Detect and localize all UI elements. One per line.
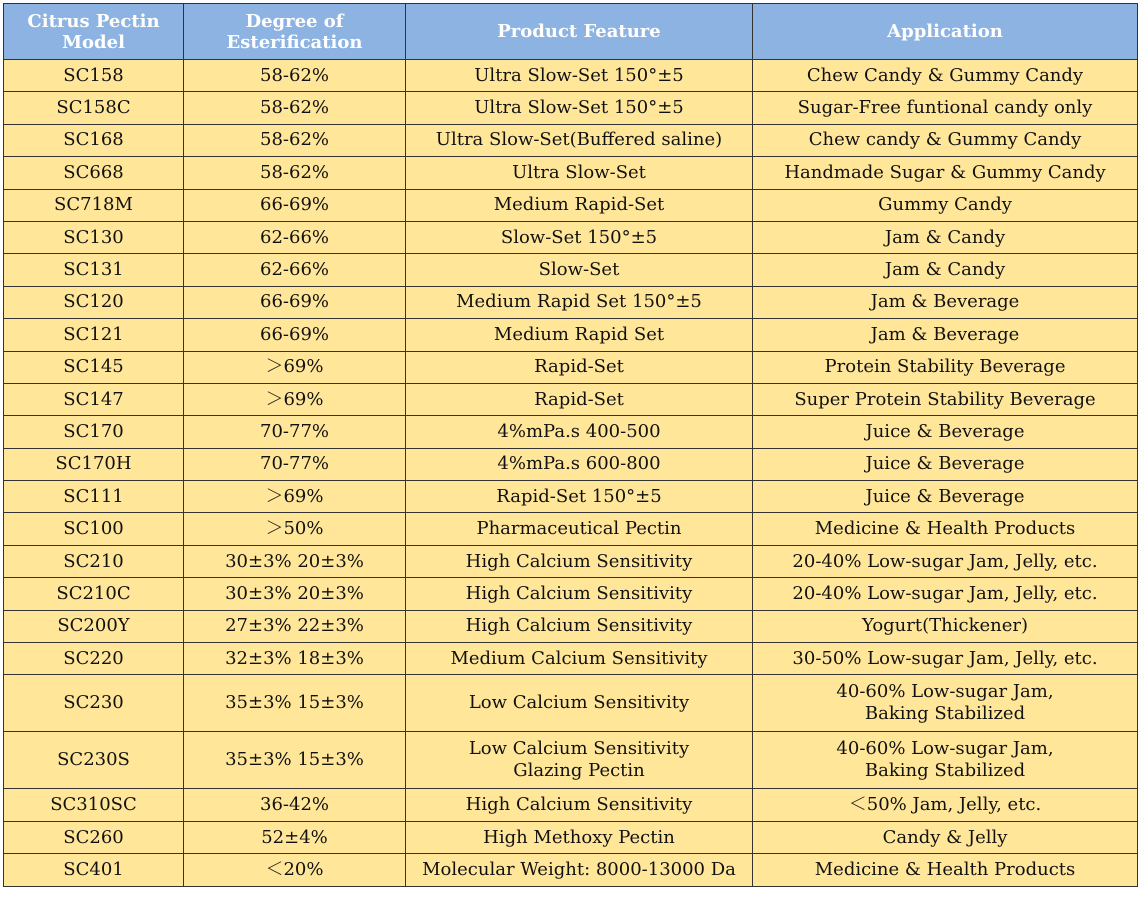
header-degree-line-2: Esterification	[226, 31, 363, 53]
application-cell	[753, 610, 1138, 642]
application-cell-line: 30-50% Low-sugar Jam, Jelly, etc.	[792, 647, 1098, 669]
feature-cell	[406, 92, 753, 124]
feature-cell-line: Rapid-Set	[534, 356, 624, 378]
table-row	[4, 416, 1138, 448]
feature-cell-line: 4%mPa.s 400-500	[497, 420, 661, 442]
application-cell	[753, 545, 1138, 577]
feature-cell	[406, 481, 753, 513]
feature-cell	[406, 821, 753, 853]
table-row	[4, 254, 1138, 286]
feature-cell	[406, 610, 753, 642]
application-cell	[753, 732, 1138, 789]
application-cell	[753, 416, 1138, 448]
feature-cell-line: Medium Calcium Sensitivity	[450, 647, 708, 669]
degree-cell: 36-42%	[184, 789, 406, 821]
feature-cell	[406, 221, 753, 253]
feature-cell-line: High Calcium Sensitivity	[465, 615, 693, 637]
application-cell-line: 40-60% Low-sugar Jam,	[836, 738, 1054, 760]
degree-cell: 35±3% 15±3%	[184, 675, 406, 732]
degree-cell: ＜20%	[184, 854, 406, 886]
table-row	[4, 854, 1138, 886]
model-cell: SC147	[4, 383, 184, 415]
pectin-spec-table	[3, 3, 1138, 887]
application-cell-line: Jam & Candy	[884, 259, 1006, 281]
application-cell	[753, 481, 1138, 513]
application-cell-line: Jam & Beverage	[870, 291, 1020, 313]
degree-cell: 62-66%	[184, 254, 406, 286]
model-cell: SC121	[4, 319, 184, 351]
table-row	[4, 157, 1138, 189]
header-row	[4, 4, 1138, 60]
table-row	[4, 481, 1138, 513]
application-cell-line: Baking Stabilized	[864, 703, 1026, 725]
table-row	[4, 124, 1138, 156]
degree-cell: 35±3% 15±3%	[184, 732, 406, 789]
model-cell: SC170H	[4, 448, 184, 480]
feature-cell-line: High Calcium Sensitivity	[465, 550, 693, 572]
degree-cell: 58-62%	[184, 157, 406, 189]
feature-cell	[406, 854, 753, 886]
feature-cell-line: High Calcium Sensitivity	[465, 582, 693, 604]
header-model-line-1: Citrus Pectin	[27, 10, 160, 32]
header-degree-line-1: Degree of	[245, 10, 344, 32]
application-cell	[753, 675, 1138, 732]
application-cell	[753, 221, 1138, 253]
model-cell: SC310SC	[4, 789, 184, 821]
table-row	[4, 545, 1138, 577]
feature-cell-line: High Calcium Sensitivity	[465, 794, 693, 816]
application-cell	[753, 789, 1138, 821]
application-cell	[753, 854, 1138, 886]
feature-cell	[406, 675, 753, 732]
feature-cell	[406, 319, 753, 351]
feature-cell	[406, 643, 753, 675]
feature-cell-line: Ultra Slow-Set(Buffered saline)	[435, 129, 723, 151]
degree-cell: 58-62%	[184, 92, 406, 124]
feature-cell-line: Medium Rapid Set	[493, 323, 665, 345]
feature-cell	[406, 254, 753, 286]
model-cell: SC131	[4, 254, 184, 286]
application-cell	[753, 643, 1138, 675]
application-cell	[753, 60, 1138, 92]
model-cell: SC120	[4, 286, 184, 318]
feature-cell	[406, 578, 753, 610]
feature-cell	[406, 189, 753, 221]
table-row	[4, 513, 1138, 545]
table-row	[4, 578, 1138, 610]
application-cell-line: ＜50% Jam, Jelly, etc.	[848, 794, 1042, 816]
feature-cell	[406, 513, 753, 545]
application-cell-line: Sugar-Free funtional candy only	[797, 97, 1093, 119]
feature-cell	[406, 383, 753, 415]
header-model-line-2: Model	[62, 31, 125, 53]
feature-cell	[406, 351, 753, 383]
feature-cell	[406, 416, 753, 448]
model-cell: SC260	[4, 821, 184, 853]
application-cell	[753, 92, 1138, 124]
feature-cell-line: Ultra Slow-Set 150°±5	[474, 64, 684, 86]
application-cell-line: Juice & Beverage	[865, 420, 1025, 442]
degree-cell: 70-77%	[184, 448, 406, 480]
application-cell-line: Juice & Beverage	[865, 485, 1025, 507]
model-cell: SC158C	[4, 92, 184, 124]
feature-cell-line: Low Calcium Sensitivity	[468, 738, 690, 760]
feature-cell-line: Rapid-Set 150°±5	[496, 485, 662, 507]
model-cell: SC230	[4, 675, 184, 732]
application-cell-line: Yogurt(Thickener)	[862, 615, 1028, 637]
feature-cell-line: Molecular Weight: 8000-13000 Da	[422, 858, 736, 880]
model-cell: SC111	[4, 481, 184, 513]
model-cell: SC401	[4, 854, 184, 886]
feature-cell-line: High Methoxy Pectin	[483, 826, 675, 848]
model-cell: SC145	[4, 351, 184, 383]
feature-cell-line: Pharmaceutical Pectin	[476, 518, 682, 540]
table-row	[4, 319, 1138, 351]
application-cell-line: Candy & Jelly	[882, 826, 1008, 848]
degree-cell: 30±3% 20±3%	[184, 578, 406, 610]
table-row	[4, 789, 1138, 821]
model-cell: SC100	[4, 513, 184, 545]
feature-cell	[406, 789, 753, 821]
degree-cell: 32±3% 18±3%	[184, 643, 406, 675]
application-cell-line: Super Protein Stability Beverage	[794, 388, 1096, 410]
application-cell-line: Baking Stabilized	[864, 760, 1026, 782]
feature-cell-line: 4%mPa.s 600-800	[497, 453, 661, 475]
header-feature: Product Feature	[406, 4, 753, 60]
feature-cell-line: Ultra Slow-Set	[512, 161, 646, 183]
feature-cell	[406, 286, 753, 318]
table-row	[4, 351, 1138, 383]
application-cell-line: Jam & Beverage	[870, 323, 1020, 345]
degree-cell: 30±3% 20±3%	[184, 545, 406, 577]
feature-cell	[406, 732, 753, 789]
model-cell: SC210	[4, 545, 184, 577]
feature-cell	[406, 545, 753, 577]
table-body	[4, 60, 1138, 887]
application-cell	[753, 578, 1138, 610]
feature-cell-line: Glazing Pectin	[513, 760, 645, 782]
table-row	[4, 60, 1138, 92]
application-cell-line: 40-60% Low-sugar Jam,	[836, 681, 1054, 703]
degree-cell: ＞69%	[184, 383, 406, 415]
application-cell-line: Medicine & Health Products	[814, 518, 1076, 540]
application-cell	[753, 821, 1138, 853]
application-cell	[753, 448, 1138, 480]
application-cell	[753, 254, 1138, 286]
degree-cell: 27±3% 22±3%	[184, 610, 406, 642]
application-cell	[753, 351, 1138, 383]
application-cell	[753, 383, 1138, 415]
degree-cell: ＞50%	[184, 513, 406, 545]
model-cell: SC718M	[4, 189, 184, 221]
application-cell-line: Chew candy & Gummy Candy	[808, 129, 1082, 151]
degree-cell: ＞69%	[184, 481, 406, 513]
table-row	[4, 383, 1138, 415]
model-cell: SC210C	[4, 578, 184, 610]
degree-cell: 66-69%	[184, 286, 406, 318]
model-cell: SC230S	[4, 732, 184, 789]
application-cell	[753, 513, 1138, 545]
table-row	[4, 675, 1138, 732]
table-row	[4, 643, 1138, 675]
table-row	[4, 610, 1138, 642]
table-row	[4, 821, 1138, 853]
application-cell	[753, 157, 1138, 189]
table-row	[4, 189, 1138, 221]
feature-cell-line: Medium Rapid-Set	[493, 194, 665, 216]
feature-cell	[406, 124, 753, 156]
feature-cell-line: Medium Rapid Set 150°±5	[456, 291, 702, 313]
feature-cell-line: Rapid-Set	[534, 388, 624, 410]
degree-cell: 58-62%	[184, 60, 406, 92]
degree-cell: ＞69%	[184, 351, 406, 383]
feature-cell-line: Slow-Set 150°±5	[500, 226, 658, 248]
feature-cell	[406, 60, 753, 92]
model-cell: SC200Y	[4, 610, 184, 642]
application-cell-line: Gummy Candy	[878, 194, 1012, 216]
table-row	[4, 221, 1138, 253]
model-cell: SC220	[4, 643, 184, 675]
application-cell	[753, 286, 1138, 318]
application-cell-line: Juice & Beverage	[865, 453, 1025, 475]
application-cell	[753, 124, 1138, 156]
header-application: Application	[753, 4, 1138, 60]
model-cell: SC668	[4, 157, 184, 189]
table-row	[4, 286, 1138, 318]
degree-cell: 52±4%	[184, 821, 406, 853]
header-model	[4, 4, 184, 60]
application-cell-line: Handmade Sugar & Gummy Candy	[784, 161, 1106, 183]
feature-cell	[406, 157, 753, 189]
model-cell: SC168	[4, 124, 184, 156]
model-cell: SC170	[4, 416, 184, 448]
model-cell: SC158	[4, 60, 184, 92]
degree-cell: 66-69%	[184, 319, 406, 351]
header-degree	[184, 4, 406, 60]
application-cell	[753, 189, 1138, 221]
table-row	[4, 448, 1138, 480]
application-cell-line: Protein Stability Beverage	[824, 356, 1066, 378]
feature-cell-line: Ultra Slow-Set 150°±5	[474, 97, 684, 119]
degree-cell: 66-69%	[184, 189, 406, 221]
table-row	[4, 732, 1138, 789]
application-cell-line: Jam & Candy	[884, 226, 1006, 248]
feature-cell-line: Slow-Set	[538, 259, 620, 281]
degree-cell: 58-62%	[184, 124, 406, 156]
model-cell: SC130	[4, 221, 184, 253]
degree-cell: 70-77%	[184, 416, 406, 448]
feature-cell	[406, 448, 753, 480]
table-row	[4, 92, 1138, 124]
application-cell-line: 20-40% Low-sugar Jam, Jelly, etc.	[792, 582, 1098, 604]
application-cell-line: Medicine & Health Products	[814, 858, 1076, 880]
application-cell-line: 20-40% Low-sugar Jam, Jelly, etc.	[792, 550, 1098, 572]
application-cell-line: Chew Candy & Gummy Candy	[806, 64, 1084, 86]
application-cell	[753, 319, 1138, 351]
degree-cell: 62-66%	[184, 221, 406, 253]
feature-cell-line: Low Calcium Sensitivity	[468, 692, 690, 714]
